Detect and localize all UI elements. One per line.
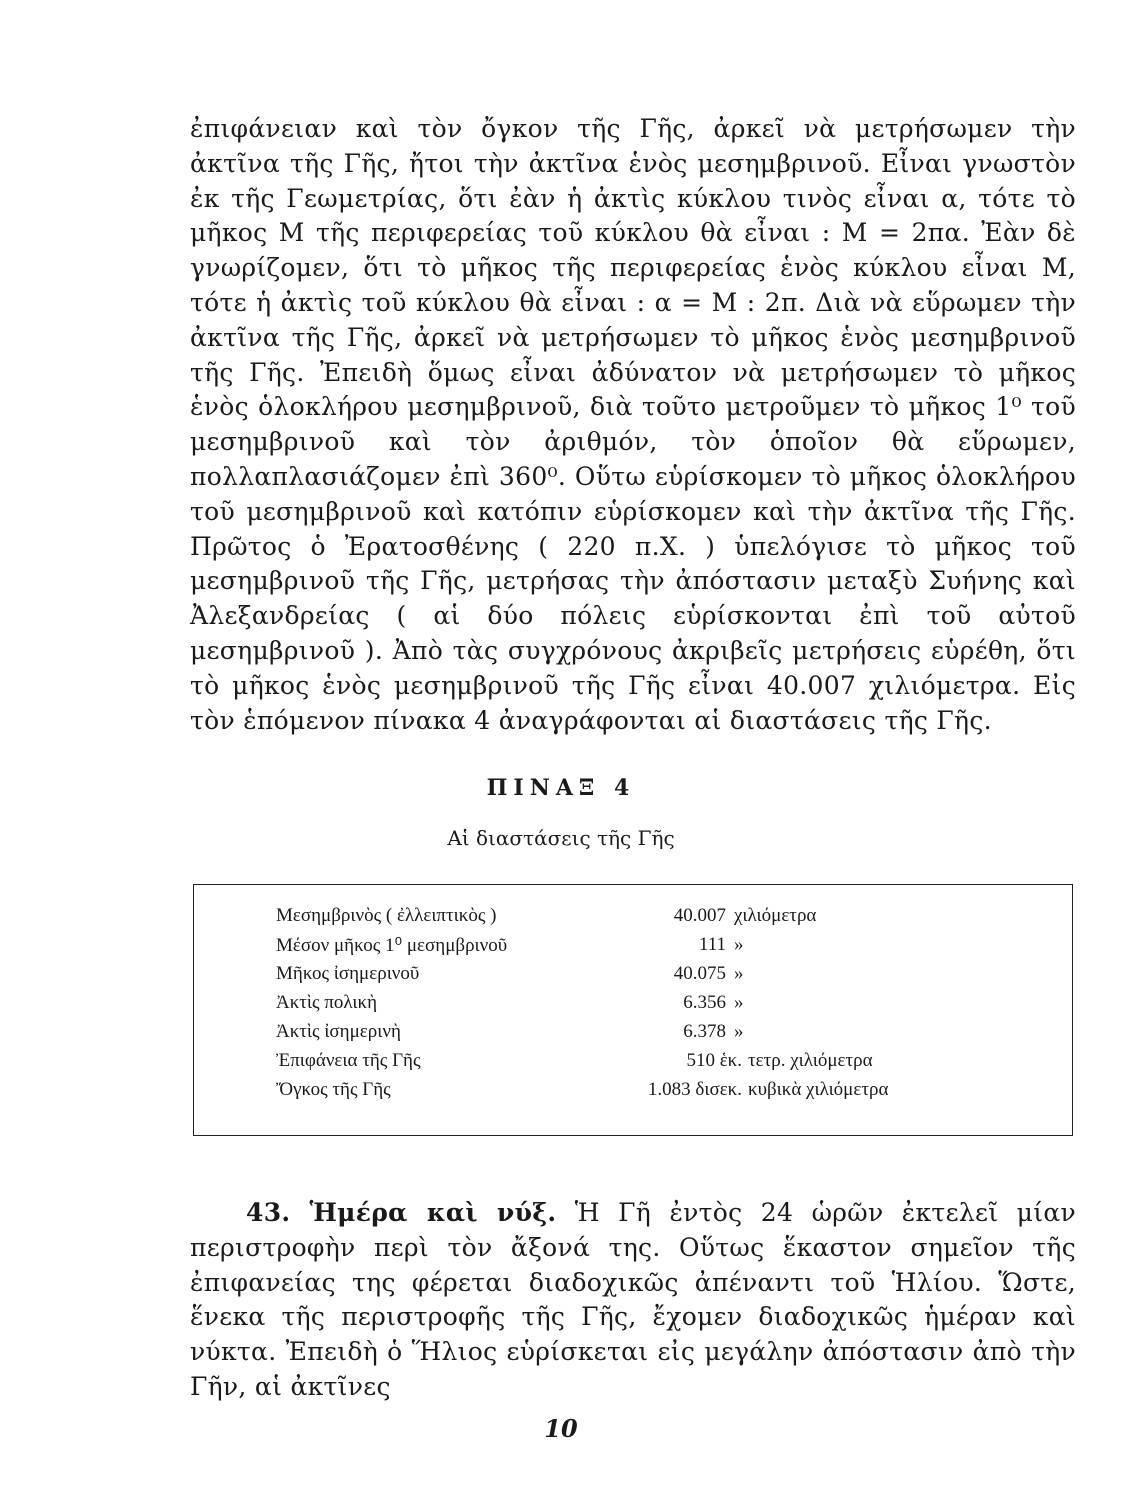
row-unit: »	[734, 963, 744, 984]
table-row	[194, 934, 1074, 963]
table-caption: Αἱ διαστάσεις τῆς Γῆς	[447, 826, 675, 850]
page-number: 10	[544, 1414, 578, 1443]
row-unit: χιλιόμετρα	[734, 905, 817, 926]
row-label: Ἐπιφάνεια τῆς Γῆς	[276, 1050, 421, 1071]
row-label: Ἀκτὶς πολικὴ	[276, 992, 378, 1013]
body-paragraph: ἐπιφάνειαν καὶ τὸν ὄγκον τῆς Γῆς, ἀρκεῖ νὰ μετρήσωμεν τὴν ἀκτῖνα τῆς Γῆς, ἤτοι τὴν ἀκτῖνα ἑνὸς μεσημβρινοῦ. Εἶναι γνωστὸν ἐκ τῆς Γεωμετρίας, ὅτι ἐὰν ἡ ἀκτὶς κύκλου τινὸς εἶναι α, τότε τὸ μῆκος Μ τῆς περιφερείας τοῦ κύκλου θὰ εἶναι : Μ = 2πα. Ἐὰν δὲ γνωρίζομεν, ὅτι τὸ μῆκος τῆς περιφερείας ἑνὸς κύκλου εἶναι Μ, τότε ἡ ἀκτὶς τοῦ κύκλου θὰ εἶναι : α = Μ : 2π. Διὰ νὰ εὕρωμεν τὴν ἀκτῖνα τῆς Γῆς, ἀρκεῖ νὰ μετρήσωμεν τὸ μῆκος ἑνὸς μεσημβρινοῦ τῆς Γῆς. Ἐπειδὴ ὅμως εἶναι ἀδύνατον νὰ μετρήσωμεν τὸ μῆκος ἑνὸς ὁλοκλήρου μεσημβρινοῦ, διὰ τοῦτο μετροῦμεν τὸ μῆκος 1⁰ τοῦ μεσημβρινοῦ καὶ τὸν ἀριθμόν, τὸν ὁποῖον θὰ εὕρωμεν, πολλαπλασιάζομεν ἐπὶ 360⁰. Οὕτω εὑρίσκομεν τὸ μῆκος ὁλοκλήρου τοῦ μεσημβρινοῦ καὶ κατόπιν εὑρίσκομεν καὶ τὴν ἀκτῖνα τῆς Γῆς. Πρῶτος ὁ Ἐρατοσθένης ( 220 π.Χ. ) ὑπελόγισε τὸ μῆκος τοῦ μεσημβρινοῦ τῆς Γῆς, μετρήσας τὴν ἀπόστασιν μεταξὺ Συήνης καὶ Ἀλεξανδρείας ( αἱ δύο πόλεις εὑρίσκονται ἐπὶ τοῦ αὐτοῦ μεσημβρινοῦ ). Ἀπὸ τὰς συγχρόνους ἀκριβεῖς μετρήσεις εὑρέθη, ὅτι τὸ μῆκος ἑνὸς μεσημβρινοῦ τῆς Γῆς εἶναι 40.007 χιλιόμετρα. Εἰς τὸν ἑπόμενον πίνακα 4 ἀναγράφονται αἱ διαστάσεις τῆς Γῆς.	[190, 114, 1076, 735]
table-number: ΠΙΝΑΞ 4	[486, 775, 636, 801]
row-label: Μῆκος ἰσημερινοῦ	[276, 963, 420, 984]
row-value: 40.075	[673, 963, 726, 984]
table-row	[194, 1050, 1074, 1079]
section-text: Ἡ Γῆ ἐντὸς 24 ὡρῶν ἐκτελεῖ μίαν περιστροφὴν περὶ τὸν ἄξονά της. Οὕτως ἕκαστον σημεῖον τῆς ἐπιφανείας της φέρεται διαδοχικῶς ἀπέναντι τοῦ Ἡλίου. Ὥστε, ἕνεκα τῆς περιστροφῆς τῆς Γῆς, ἔχομεν διαδοχικῶς ἡμέραν καὶ νύκτα. Ἐπειδὴ ὁ Ἥλιος εὑρίσκεται εἰς μεγάλην ἀπόστασιν ἀπὸ τὴν Γῆν, αἱ ἀκτῖνες	[190, 1198, 1077, 1401]
section-heading: 43. Ἡμέρα καὶ νύξ.	[246, 1198, 557, 1227]
row-label: Ὄγκος τῆς Γῆς	[276, 1079, 391, 1100]
row-value: 111	[698, 934, 726, 955]
row-label: Μέσον μῆκος 1⁰ μεσημβρινοῦ	[276, 935, 508, 956]
row-label: Ἀκτὶς ἰσημερινὴ	[276, 1021, 401, 1042]
row-value: 6.356	[683, 992, 726, 1013]
table-row	[194, 963, 1074, 992]
table-row	[194, 1079, 1074, 1108]
section-paragraph	[190, 1196, 1076, 1405]
table-row	[194, 1021, 1074, 1050]
row-unit: »	[734, 992, 744, 1013]
row-unit: τετρ. χιλιόμετρα	[748, 1050, 873, 1071]
row-value: 510 ἑκ.	[686, 1050, 742, 1071]
row-label: Μεσημβρινὸς ( ἐλλειπτικὸς )	[276, 905, 497, 926]
row-value: 40.007	[673, 905, 726, 926]
dimensions-table	[193, 884, 1073, 1136]
row-value: 6.378	[683, 1021, 726, 1042]
table-row	[194, 905, 1074, 934]
row-unit: »	[734, 934, 744, 955]
row-unit: κυβικὰ χιλιόμετρα	[748, 1079, 889, 1100]
row-value: 1.083 δισεκ.	[647, 1079, 742, 1100]
row-unit: »	[734, 1021, 744, 1042]
table-row	[194, 992, 1074, 1021]
